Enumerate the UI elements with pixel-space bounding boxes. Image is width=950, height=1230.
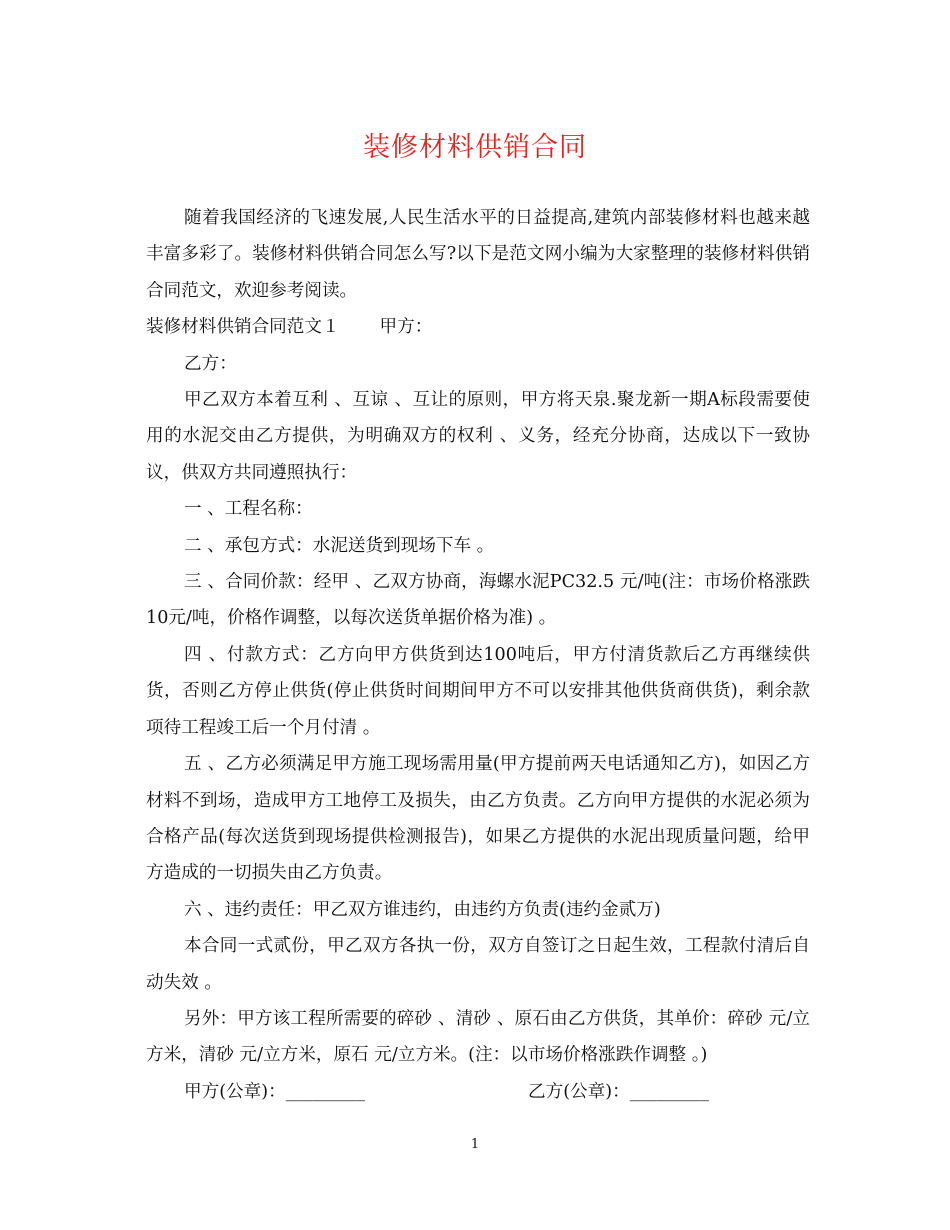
signature-party-a: 甲方(公章)：_________ [184,1081,365,1102]
clause-project-name: 一 、工程名称： [184,499,313,520]
clause-supply-obligation: 五 、乙方必须满足甲方施工现场需用量(甲方提前两天电话通知乙方)，如因乙方材料不到场，造成甲方工地停工及损失，由乙方负责。乙方向甲方提供的水泥必须为合格产品(每次送货到现场提供检测报告)，如果乙方提供的水泥出现质量问题，给甲方造成的一切损失由乙方负责。 [146,754,810,884]
party-a-label: 甲方： [379,317,433,338]
sample-heading-line [146,309,810,345]
document-title: 装修材料供销合同 [363,132,587,163]
sample-heading: 装修材料供销合同范文１ [146,317,340,338]
clause-contract-price: 三 、合同价款：经甲 、乙双方协商，海螺水泥PC32.5 元/吨(注：市场价格涨跌10元/吨，价格作调整，以每次送货单据价格为准) 。 [146,572,810,629]
party-b-label: 乙方： [184,353,237,374]
signature-party-b: 乙方(公章)：_________ [528,1081,709,1102]
clause-contract-mode: 二 、承包方式：水泥送货到现场下车 。 [184,535,495,556]
signature-row [146,1074,810,1110]
clause-liability: 六 、违约责任：甲乙双方谁违约，由违约方负责(违约金贰万) [184,899,661,920]
intro-paragraph: 随着我国经济的飞速发展,人民生活水平的日益提高,建筑内部装修材料也越来越丰富多彩了。装修材料供销合同怎么写?以下是范文网小编为大家整理的装修材料供销合同范文，欢迎参考阅读。 [146,208,810,301]
clause-preamble: 甲乙双方本着互利 、互谅 、互让的原则，甲方将天泉.聚龙新一期A标段需要使用的水泥交由乙方提供，为明确双方的权利 、义务，经充分协商，达成以下一致协议，供双方共同遵照执行： [146,390,810,483]
clause-additional: 另外：甲方该工程所需要的碎砂 、清砂 、原石由乙方供货，其单价：碎砂 元/立方米，清砂 元/立方米，原石 元/立方米。(注：以市场价格涨跌作调整 。) [146,1008,810,1066]
document-body [146,200,810,1110]
clause-payment: 四 、付款方式：乙方向甲方供货到达100吨后，甲方付清货款后乙方再继续供货，否则乙方停止供货(停止供货时间期间甲方不可以安排其他供货商供货)，剩余款项待工程竣工后一个月付清 。 [146,644,810,738]
clause-validity: 本合同一式贰份，甲乙双方各执一份，双方自签订之日起生效，工程款付清后自动失效 。 [146,936,810,993]
page-number: 1 [470,1137,480,1152]
